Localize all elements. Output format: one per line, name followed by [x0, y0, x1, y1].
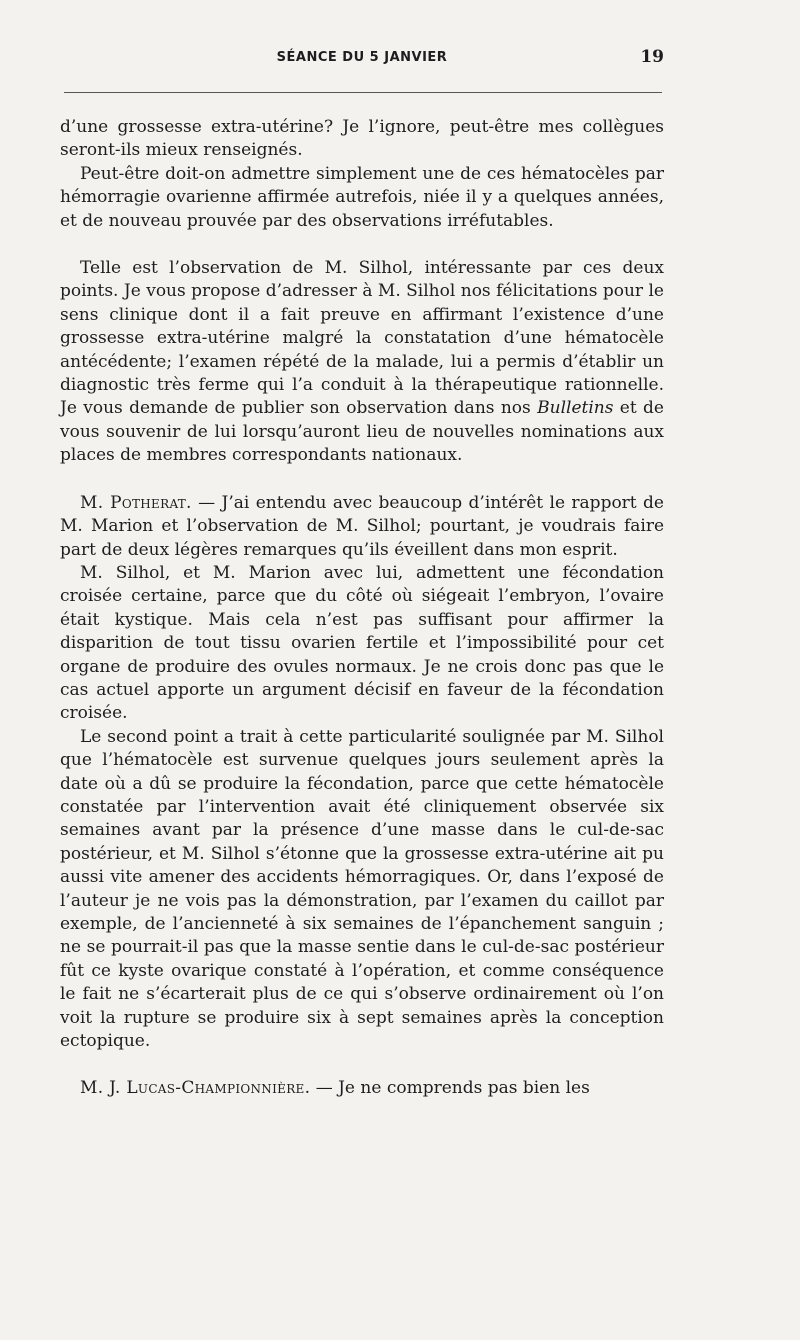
paragraph-text: M. Silhol, et M. Marion avec lui, admettent une fécondation croisée certaine, parce que du côté où siégeait l’embryon, l’ovaire était kystique. Mais cela n’est pas suffisant pour affirmer la disparition de tout tissu ovarien fertile et l’impossibilité pour cet organe de produire des ovules normaux. Je ne crois donc pas que le cas actuel apporte un argument décisif en faveur de la fécondation croisée. [60, 562, 664, 724]
italic-text: Bulletins [537, 398, 614, 419]
paragraph-text: — J’ai entendu avec beaucoup d’intérêt le rapport de M. Marion et l’observation de M. Silhol; pourtant, je voudrais faire part de deux légères remarques qu’ils éveillent dans mon esprit. [60, 492, 664, 560]
speaker-name: M. J. Lucas-Championnière. [80, 1078, 311, 1099]
paragraph-text: Le second point a trait à cette particularité soulignée par M. Silhol que l’hématocèle est survenue quelques jours seulement après la date où a dû se produire la fécondation, parce que cette hématocèle constatée par l’intervention avait été cliniquement observée six semaines avant par la présence d’une masse dans le cul-de-sac postérieur, et M. Silhol s’étonne que la grossesse extra-utérine ait pu aussi vite amener des accidents hémorragiques. Or, dans l’exposé de l’auteur je ne vois pas la démonstration, par l’examen du caillot par exemple, de l’ancienneté à six semaines de l’épanchement sanguin ; ne se pourrait-il pas que la masse sentie dans le cul-de-sac postérieur fût ce kyste ovarique constaté à l’opération, et comme conséquence le fait ne s’écarterait plus de ce qui s’observe ordinairement où l’on voit la rupture se produire six à sept semaines après la conception ectopique. [60, 726, 664, 1052]
speaker-name: M. Potherat. [80, 492, 192, 513]
paragraph-text: Telle est l’observation de M. Silhol, intéressante par ces deux points. Je vous propose d’adresser à M. Silhol nos félicitations pour le sens clinique dont il a fait preuve en affirmant l’existence d’une grossesse extra-utérine malgré la constatation d’une hématocèle antécédente; l’examen répété de la malade, lui a permis d’établir un diagnostic très ferme qui l’a conduit à la thérapeutique rationnelle. Je vous demande de publier son observation dans nos [60, 258, 664, 419]
header-rule [64, 92, 662, 93]
page-header [60, 47, 664, 80]
paragraph [60, 116, 664, 163]
body-text [60, 116, 664, 1101]
paragraph-text: Peut-être doit-on admettre simplement une de ces hématocèles par hémorragie ovarienne affirmée autrefois, niée il y a quelques années, et de nouveau prouvée par des observations irréfutables. [60, 163, 664, 231]
paragraph [60, 1077, 664, 1100]
paragraph [60, 163, 664, 233]
paragraph [60, 562, 664, 726]
paragraph-text: d’une grossesse extra-utérine? Je l’ignore, peut-être mes collègues seront-ils mieux renseignés. [60, 117, 664, 161]
paragraph-text: et de vous souvenir de lui lorsqu’auront lieu de nouvelles nominations aux places de membres correspondants nationaux. [60, 398, 664, 466]
paragraph [60, 492, 664, 562]
page-number: 19 [640, 47, 664, 67]
paragraph [60, 726, 664, 1054]
paragraph [60, 257, 664, 468]
paragraph-text: — Je ne comprends pas bien les [310, 1078, 590, 1099]
running-head: SÉANCE DU 5 JANVIER [276, 50, 448, 65]
